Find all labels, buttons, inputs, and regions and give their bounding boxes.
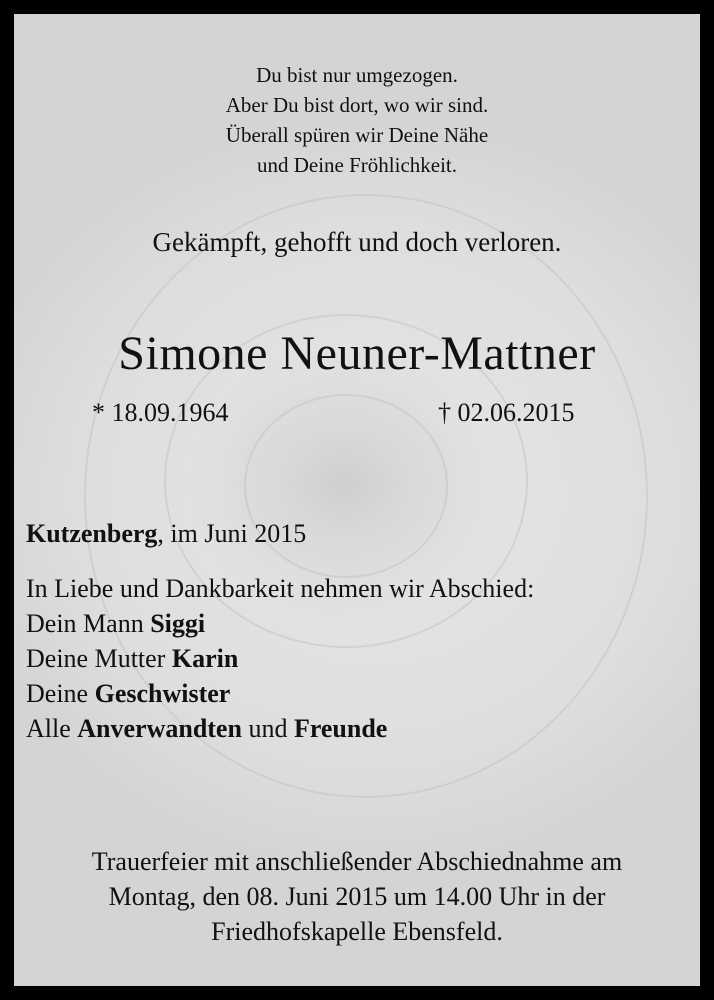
mourner bbox=[26, 609, 205, 639]
mourner bbox=[26, 644, 238, 674]
poem bbox=[14, 60, 700, 180]
mourner-name: Freunde bbox=[293, 714, 388, 743]
farewell-intro: In Liebe und Dankbarkeit nehmen wir Abschied: bbox=[26, 574, 535, 603]
poem-line: Aber Du bist dort, wo wir sind. bbox=[225, 93, 489, 117]
poem-line: Überall spüren wir Deine Nähe bbox=[225, 123, 489, 147]
mourner-relation: Alle bbox=[26, 714, 78, 743]
mourner-name: Anverwandten bbox=[77, 714, 242, 743]
mourner-relation: Deine Mutter bbox=[26, 644, 172, 673]
death-date: † 02.06.2015 bbox=[438, 398, 575, 427]
service-line: Trauerfeier mit anschließender Abschiednahme am bbox=[91, 847, 623, 876]
mourner-relation: Deine bbox=[26, 679, 95, 708]
place-date bbox=[26, 519, 306, 549]
conjunction: und bbox=[241, 714, 294, 743]
obituary-card bbox=[14, 14, 700, 986]
month: , im Juni 2015 bbox=[157, 519, 307, 548]
mourner-name: Geschwister bbox=[94, 679, 231, 708]
service-line: Montag, den 08. Juni 2015 um 14.00 Uhr in der bbox=[108, 882, 606, 911]
poem-line: Du bist nur umgezogen. bbox=[256, 63, 458, 87]
service-info bbox=[14, 844, 700, 949]
service-line: Friedhofskapelle Ebensfeld. bbox=[211, 917, 503, 946]
mourner-name: Karin bbox=[171, 644, 239, 673]
deceased-name: Simone Neuner-Mattner bbox=[118, 327, 596, 380]
motto: Gekämpft, gehofft und doch verloren. bbox=[152, 227, 562, 257]
mourner bbox=[26, 714, 387, 744]
mourner-name: Siggi bbox=[150, 609, 206, 638]
birth-date: * 18.09.1964 bbox=[92, 398, 229, 427]
mourner bbox=[26, 679, 230, 709]
town: Kutzenberg bbox=[26, 519, 158, 548]
poem-line: und Deine Fröhlichkeit. bbox=[256, 153, 458, 177]
mourner-relation: Dein Mann bbox=[26, 609, 151, 638]
